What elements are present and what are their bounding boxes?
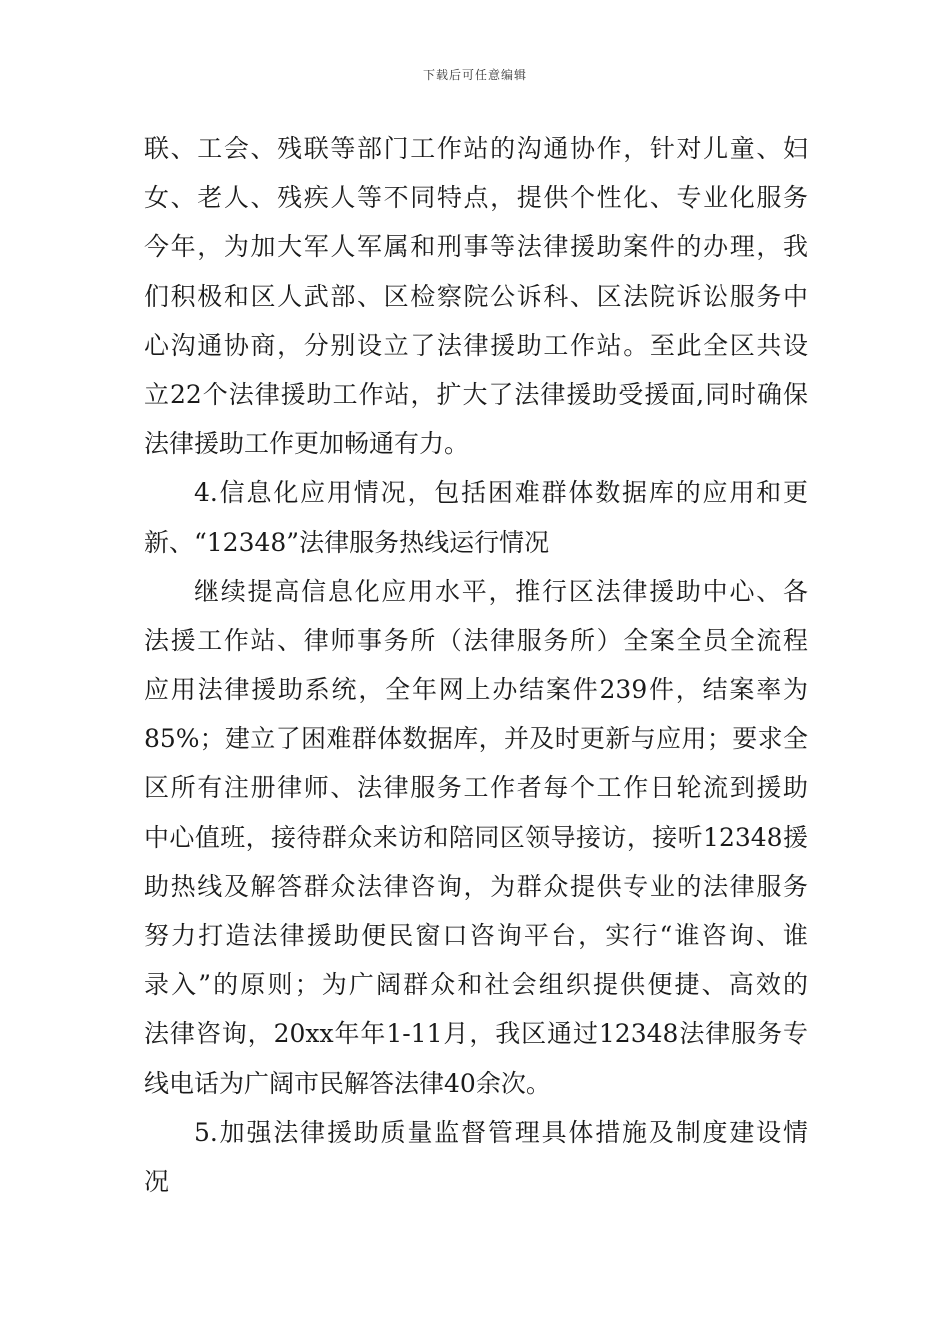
text-line: 今年，为加大军人军属和刑事等法律援助案件的办理，我 — [144, 232, 808, 262]
text-line: 心沟通协商，分别设立了法律援助工作站。至此全区共设 — [144, 330, 808, 360]
text-line: 线电话为广阔市民解答法律40余次。 — [144, 1068, 551, 1098]
text-line: 继续提高信息化应用水平，推行区法律援助中心、各 — [194, 576, 808, 606]
text-line: 5.加强法律援助质量监督管理具体措施及制度建设情 — [194, 1117, 808, 1147]
page-header: 下载后可任意编辑 — [422, 68, 527, 82]
text-line: 法援工作站、律师事务所（法律服务所）全案全员全流程 — [144, 625, 808, 655]
text-line: 中心值班，接待群众来访和陪同区领导接访，接听12348援 — [144, 822, 808, 852]
text-line: 况 — [144, 1166, 170, 1196]
text-line: 4.信息化应用情况，包括困难群体数据库的应用和更 — [194, 478, 808, 508]
text-line: 新、“12348”法律服务热线运行情况 — [144, 527, 550, 557]
text-line: 区所有注册律师、法律服务工作者每个工作日轮流到援助 — [144, 773, 808, 803]
text-line: 女、老人、残疾人等不同特点，提供个性化、专业化服务 — [144, 183, 808, 213]
text-line: 法律咨询，20xx年年1-11月，我区通过12348法律服务专 — [144, 1019, 808, 1049]
text-line: 录入”的原则；为广阔群众和社会组织提供便捷、高效的 — [144, 970, 808, 1000]
text-line: 努力打造法律援助便民窗口咨询平台，实行“谁咨询、谁 — [144, 921, 808, 950]
document-body — [144, 124, 808, 1206]
text-line: 应用法律援助系统，全年网上办结案件239件，结案率为 — [144, 675, 808, 705]
text-line: 联、工会、残联等部门工作站的沟通协作，针对儿童、妇 — [144, 134, 808, 163]
text-line: 立22个法律援助工作站，扩大了法律援助受援面,同时确保 — [144, 379, 808, 409]
text-line: 助热线及解答群众法律咨询，为群众提供专业的法律服务 — [144, 871, 808, 901]
text-line: 们积极和区人武部、区检察院公诉科、区法院诉讼服务中 — [144, 281, 808, 311]
text-line: 法律援助工作更加畅通有力。 — [144, 429, 470, 459]
text-line: 85%；建立了困难群体数据库，并及时更新与应用；要求全 — [144, 724, 808, 754]
